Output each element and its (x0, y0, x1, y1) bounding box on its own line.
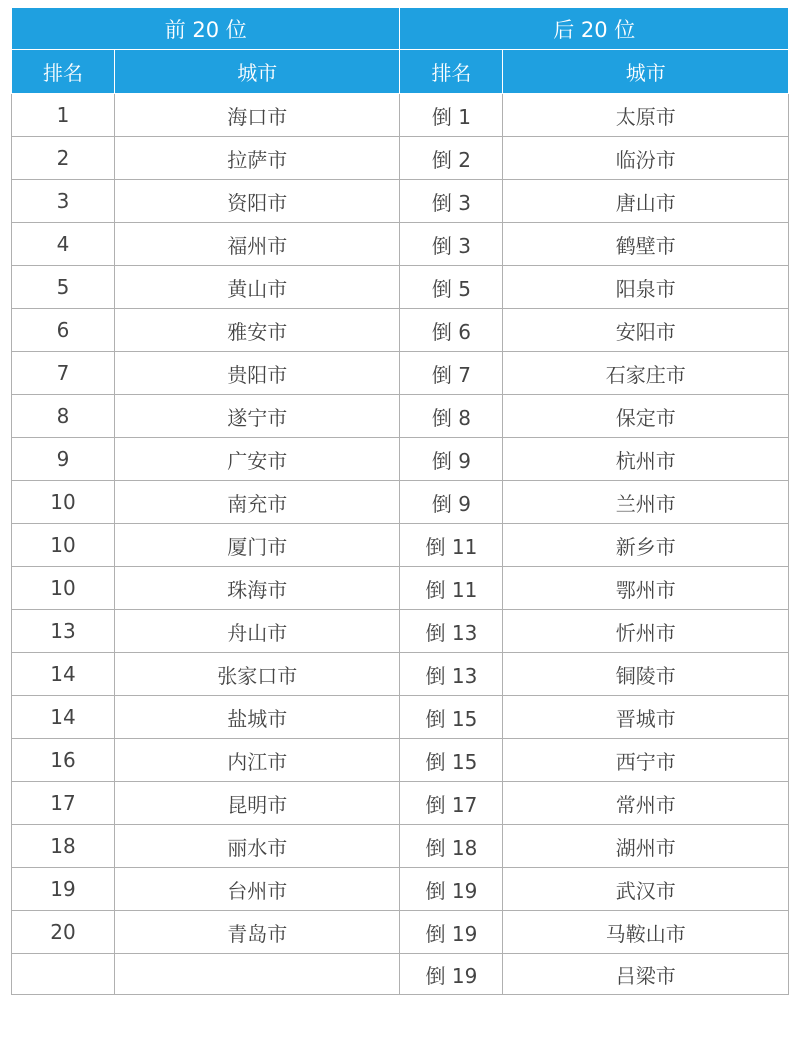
top-rank-cell: 18 (12, 825, 115, 868)
top-rank-cell: 13 (12, 610, 115, 653)
top-rank-cell: 17 (12, 782, 115, 825)
top-rank-cell: 19 (12, 868, 115, 911)
bottom-rank-cell: 倒 19 (400, 911, 503, 954)
table-row (12, 481, 789, 524)
bottom-city-cell: 常州市 (503, 782, 789, 825)
table-row (12, 868, 789, 911)
bottom-city-cell: 新乡市 (503, 524, 789, 567)
top-city-cell: 贵阳市 (114, 352, 400, 395)
group-header-row (12, 8, 789, 50)
bottom-rank-cell: 倒 9 (400, 438, 503, 481)
bottom-city-column-header: 城市 (503, 50, 789, 94)
bottom-city-cell: 晋城市 (503, 696, 789, 739)
column-header-row (12, 50, 789, 94)
bottom-rank-cell: 倒 19 (400, 868, 503, 911)
table-row (12, 653, 789, 696)
table-row (12, 180, 789, 223)
table-row (12, 137, 789, 180)
top-city-cell: 昆明市 (114, 782, 400, 825)
top-city-cell: 珠海市 (114, 567, 400, 610)
bottom-rank-cell: 倒 11 (400, 567, 503, 610)
top-city-cell: 黄山市 (114, 266, 400, 309)
top-city-column-header: 城市 (114, 50, 400, 94)
top-rank-cell: 3 (12, 180, 115, 223)
top-city-cell: 拉萨市 (114, 137, 400, 180)
bottom-rank-cell: 倒 5 (400, 266, 503, 309)
top-rank-cell: 16 (12, 739, 115, 782)
bottom-city-cell: 石家庄市 (503, 352, 789, 395)
table-row (12, 782, 789, 825)
bottom-city-cell: 安阳市 (503, 309, 789, 352)
top-rank-cell: 4 (12, 223, 115, 266)
table-row (12, 825, 789, 868)
table-row (12, 567, 789, 610)
bottom-rank-cell: 倒 9 (400, 481, 503, 524)
bottom-rank-cell: 倒 19 (400, 954, 503, 995)
table-row (12, 94, 789, 137)
bottom-rank-column-header: 排名 (400, 50, 503, 94)
table-header (12, 8, 789, 94)
bottom-rank-cell: 倒 6 (400, 309, 503, 352)
top-rank-column-header: 排名 (12, 50, 115, 94)
table-row (12, 524, 789, 567)
bottom-rank-cell: 倒 7 (400, 352, 503, 395)
top-rank-cell: 9 (12, 438, 115, 481)
bottom-rank-cell: 倒 11 (400, 524, 503, 567)
bottom-city-cell: 鄂州市 (503, 567, 789, 610)
bottom-city-cell: 保定市 (503, 395, 789, 438)
top-20-group-header: 前 20 位 (12, 8, 400, 50)
top-city-cell: 内江市 (114, 739, 400, 782)
top-rank-cell (12, 954, 115, 995)
top-city-cell: 南充市 (114, 481, 400, 524)
bottom-city-cell: 西宁市 (503, 739, 789, 782)
table-row (12, 911, 789, 954)
table-row (12, 954, 789, 995)
table-row (12, 352, 789, 395)
top-city-cell: 丽水市 (114, 825, 400, 868)
top-city-cell: 海口市 (114, 94, 400, 137)
top-rank-cell: 1 (12, 94, 115, 137)
top-city-cell (114, 954, 400, 995)
top-city-cell: 厦门市 (114, 524, 400, 567)
top-rank-cell: 10 (12, 524, 115, 567)
bottom-20-group-header: 后 20 位 (400, 8, 789, 50)
bottom-rank-cell: 倒 1 (400, 94, 503, 137)
table-row (12, 696, 789, 739)
bottom-city-cell: 湖州市 (503, 825, 789, 868)
top-rank-cell: 6 (12, 309, 115, 352)
table-row (12, 266, 789, 309)
bottom-rank-cell: 倒 2 (400, 137, 503, 180)
top-rank-cell: 14 (12, 653, 115, 696)
bottom-rank-cell: 倒 8 (400, 395, 503, 438)
bottom-city-cell: 临汾市 (503, 137, 789, 180)
table-row (12, 223, 789, 266)
table-body (12, 94, 789, 995)
bottom-rank-cell: 倒 15 (400, 696, 503, 739)
top-city-cell: 资阳市 (114, 180, 400, 223)
top-rank-cell: 20 (12, 911, 115, 954)
table-row (12, 739, 789, 782)
bottom-city-cell: 马鞍山市 (503, 911, 789, 954)
top-rank-cell: 5 (12, 266, 115, 309)
top-city-cell: 台州市 (114, 868, 400, 911)
bottom-rank-cell: 倒 18 (400, 825, 503, 868)
top-city-cell: 雅安市 (114, 309, 400, 352)
bottom-city-cell: 杭州市 (503, 438, 789, 481)
table-row (12, 395, 789, 438)
table-row (12, 610, 789, 653)
bottom-city-cell: 吕梁市 (503, 954, 789, 995)
top-city-cell: 广安市 (114, 438, 400, 481)
bottom-rank-cell: 倒 3 (400, 180, 503, 223)
top-city-cell: 舟山市 (114, 610, 400, 653)
bottom-city-cell: 武汉市 (503, 868, 789, 911)
city-ranking-table (11, 7, 789, 995)
top-rank-cell: 10 (12, 481, 115, 524)
top-rank-cell: 14 (12, 696, 115, 739)
top-rank-cell: 2 (12, 137, 115, 180)
top-rank-cell: 10 (12, 567, 115, 610)
bottom-city-cell: 忻州市 (503, 610, 789, 653)
bottom-city-cell: 唐山市 (503, 180, 789, 223)
top-rank-cell: 7 (12, 352, 115, 395)
top-city-cell: 盐城市 (114, 696, 400, 739)
bottom-rank-cell: 倒 3 (400, 223, 503, 266)
bottom-rank-cell: 倒 15 (400, 739, 503, 782)
top-city-cell: 遂宁市 (114, 395, 400, 438)
top-city-cell: 青岛市 (114, 911, 400, 954)
top-city-cell: 张家口市 (114, 653, 400, 696)
bottom-rank-cell: 倒 13 (400, 610, 503, 653)
bottom-city-cell: 铜陵市 (503, 653, 789, 696)
bottom-city-cell: 阳泉市 (503, 266, 789, 309)
bottom-city-cell: 兰州市 (503, 481, 789, 524)
top-city-cell: 福州市 (114, 223, 400, 266)
table-row (12, 309, 789, 352)
bottom-city-cell: 鹤壁市 (503, 223, 789, 266)
bottom-rank-cell: 倒 17 (400, 782, 503, 825)
bottom-rank-cell: 倒 13 (400, 653, 503, 696)
bottom-city-cell: 太原市 (503, 94, 789, 137)
table-row (12, 438, 789, 481)
top-rank-cell: 8 (12, 395, 115, 438)
